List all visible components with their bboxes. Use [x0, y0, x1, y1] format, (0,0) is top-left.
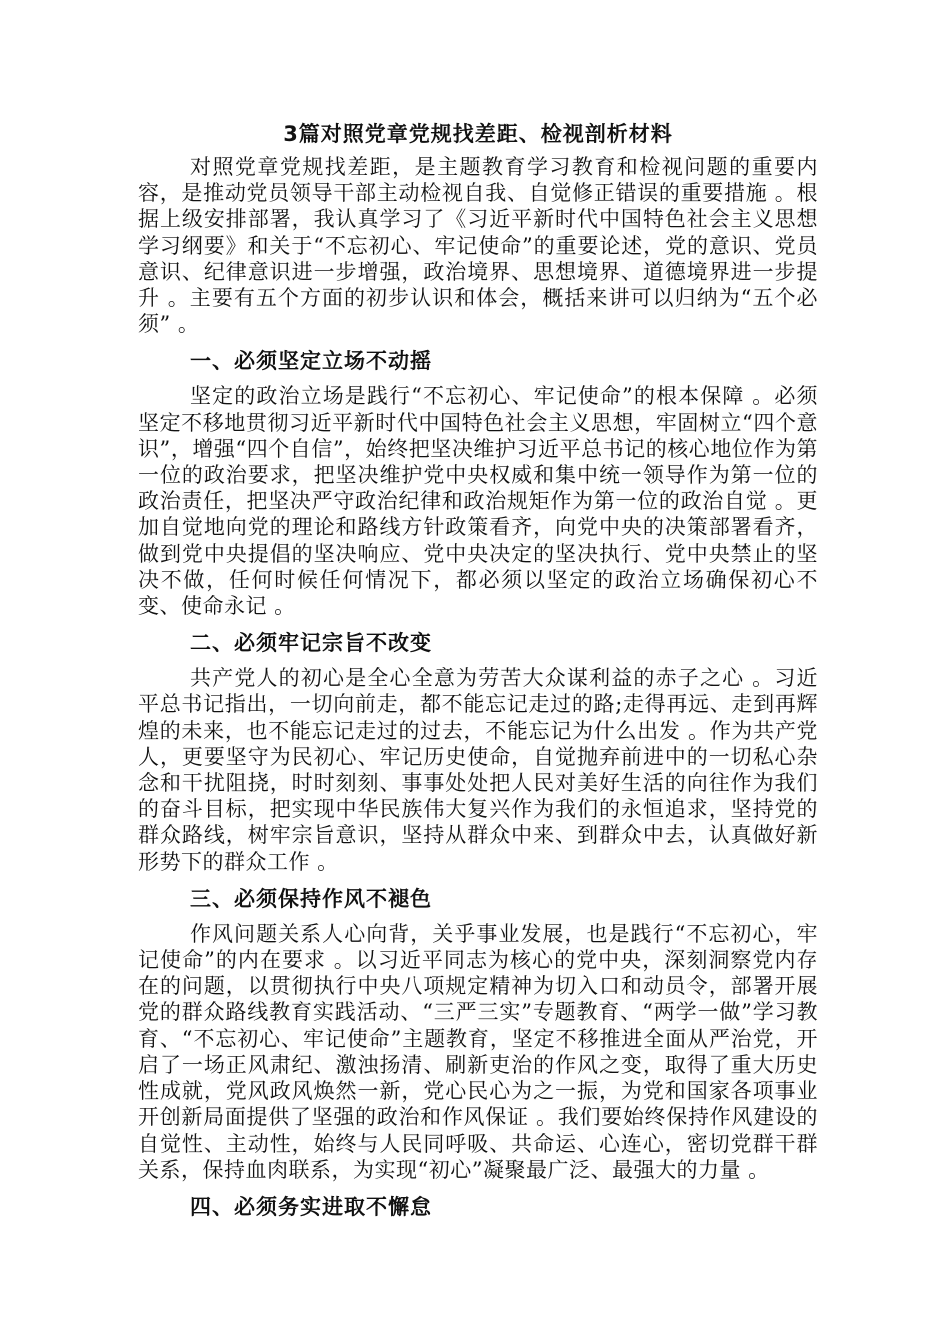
section-body-1: 坚定的政治立场是践行“不忘初心、牢记使命”的根本保障 。必须坚定不移地贯彻习近平新时代中国特色社会主义思想，牢固树立“四个意识”，增强“四个自信”，始终把坚决维护习近平总书记的核心地位作为第一位的政治要求，把坚决维护党中央权威和集中统一领导作为第一位的政治责任，把坚决严守政治纪律和政治规矩作为第一位的政治自觉 。更加自觉地向党的理论和路线方针政策看齐，向党中央的决策部署看齐，做到党中央提倡的坚决响应、党中央决定的坚决执行、党中央禁止的坚决不做，任何时候任何情况下，都必须以坚定的政治立场确保初心不变、使命永记 。 [138, 384, 818, 619]
intro-paragraph: 对照党章党规找差距，是主题教育学习教育和检视问题的重要内容，是推动党员领导干部主动检视自我、自觉修正错误的重要措施 。根据上级安排部署，我认真学习了《习近平新时代中国特色社会主义思想学习纲要》和关于“不忘初心、牢记使命”的重要论述，党的意识、党员意识、纪律意识进一步增强，政治境界、思想境界、道德境界进一步提升 。主要有五个方面的初步认识和体会，概括来讲可以归纳为“五个必须” 。 [138, 155, 818, 337]
section-body-3: 作风问题关系人心向背，关乎事业发展，也是践行“不忘初心，牢记使命”的内在要求 。以习近平同志为核心的党中央，深刻洞察党内存在的问题，以贯彻执行中央八项规定精神为切入口和动员令，部署开展党的群众路线教育实践活动、“三严三实”专题教育、“两学一做”学习教育、“不忘初心、牢记使命”主题教育，坚定不移推进全面从严治党，开启了一场正风肃纪、激浊扬清、刷新吏治的作风之变，取得了重大历史性成就，党风政风焕然一新，党心民心为之一振，为党和国家各项事业开创新局面提供了坚强的政治和作风保证 。我们要始终保持作风建设的自觉性、主动性，始终与人民同呼吸、共命运、心连心，密切党群干群关系，保持血肉联系，为实现“初心”凝聚最广泛、最强大的力量 。 [138, 921, 818, 1182]
section-heading-1: 一、必须坚定立场不动摇 [190, 349, 432, 374]
section-heading-4: 四、必须务实进取不懈怠 [190, 1194, 432, 1219]
section-heading-3: 三、必须保持作风不褪色 [190, 886, 432, 911]
document-page [138, 118, 818, 1229]
document-title: 3篇对照党章党规找差距、检视剖析材料 [283, 122, 673, 146]
section-body-2: 共产党人的初心是全心全意为劳苦大众谋利益的赤子之心 。习近平总书记指出，一切向前走，都不能忘记走过的路;走得再远、走到再辉煌的未来，也不能忘记走过的过去，不能忘记为什么出发 。作为共产党人，更要坚守为民初心、牢记历史使命，自觉抛弃前进中的一切私心杂念和干扰阻挠，时时刻刻、事事处处把人民对美好生活的向往作为我们的奋斗目标，把实现中华民族伟大复兴作为我们的永恒追求，坚持党的群众路线，树牢宗旨意识，坚持从群众中来、到群众中去，认真做好新形势下的群众工作 。 [138, 666, 818, 874]
section-heading-2: 二、必须牢记宗旨不改变 [190, 631, 432, 656]
